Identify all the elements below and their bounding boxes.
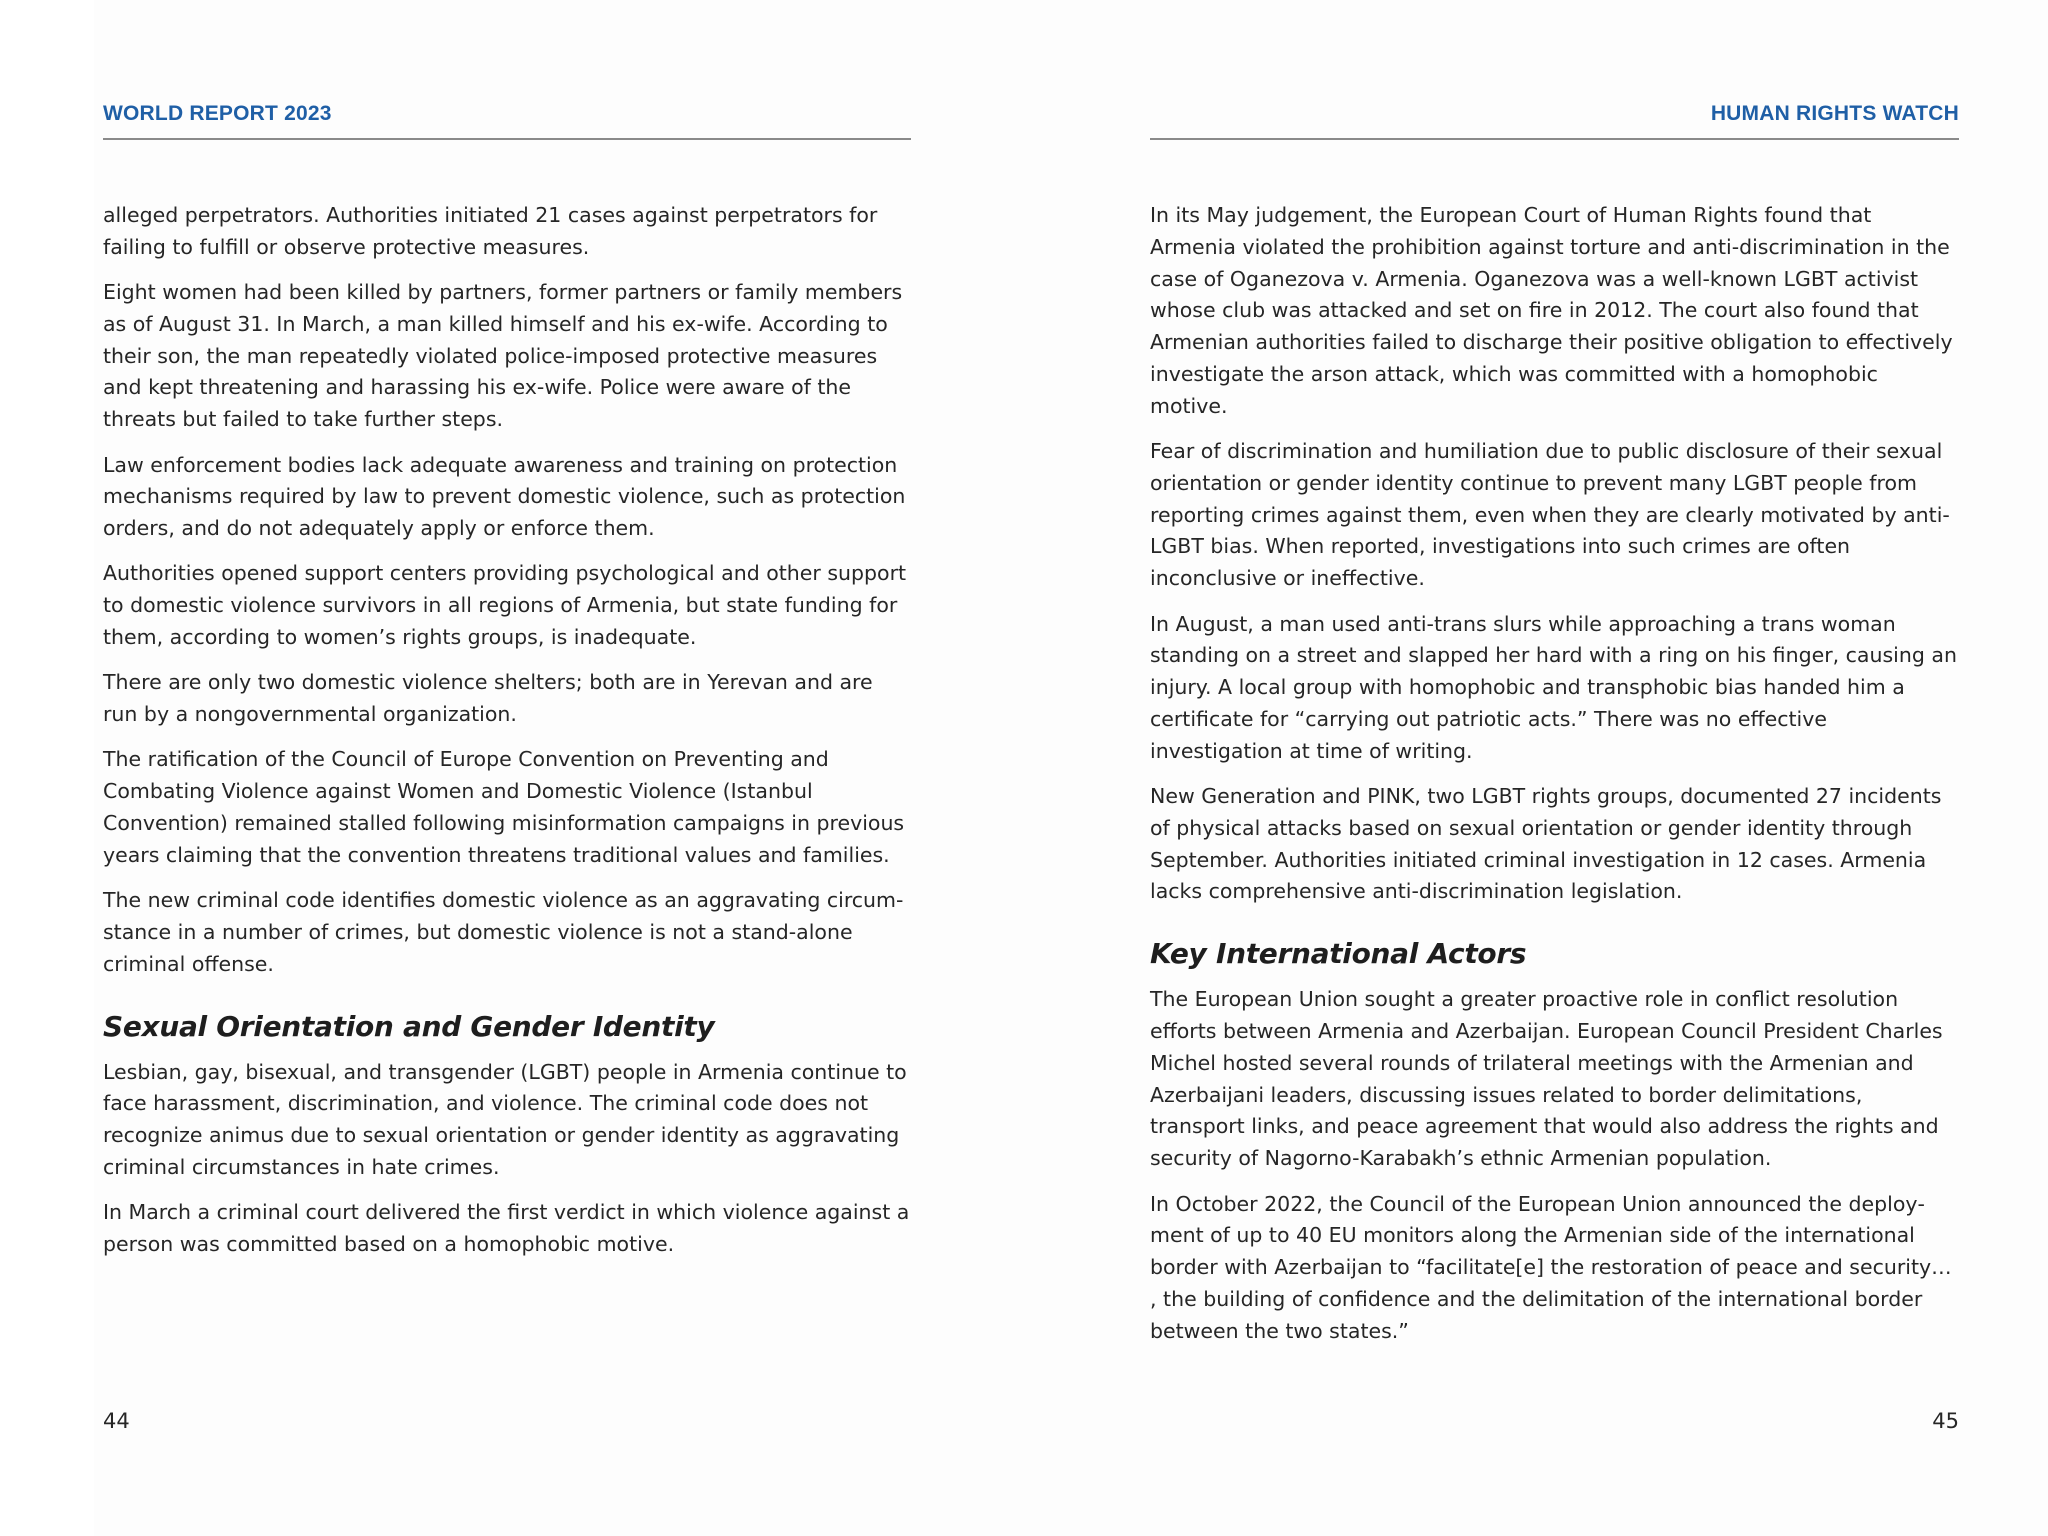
page-number-left: 44 — [103, 1409, 130, 1433]
section-heading: Key International Actors — [1150, 937, 1527, 971]
paragraph: The new criminal code identifies domestic violence as an aggravating circumstance in a number of crimes, but domestic violence is not a stand-alone criminal offense. — [103, 888, 904, 976]
paragraph: Lesbian, gay, bisexual, and transgender (LGBT) people in Armenia continue to face harassment, discrimination, and violence. The criminal code does not recognize animus due to sexual orientation or gender identity as aggravating criminal circumstances in hate crimes. — [103, 1059, 907, 1179]
paragraph: New Generation and PINK, two LGBT rights groups, documented 27 incidents of physical attacks based on sexual orientation or gender identity through September. Authorities initiated criminal investigation in 12 cases. Armenia lacks comprehensive anti-discrimination legislation. — [1150, 784, 1942, 904]
right-page — [1150, 0, 1959, 1536]
section-heading: Sexual Orientation and Gender Identity — [103, 1009, 715, 1043]
left-page-body — [103, 200, 911, 1274]
paragraph: Authorities opened support centers providing psychological and other support to domestic violence survivors in all regions of Armenia, but state funding for them, according to women’s rights groups, is inadequate. — [103, 561, 907, 650]
paragraph: Fear of discrimination and humiliation due to public disclosure of their sexual orientation or gender identity continue to prevent many LGBT people from reporting crimes against them, even when they are clearly motivated by anti-LGBT bias. When reported, investigations into such crimes are often inconclusive or ineffective. — [1150, 439, 1950, 591]
paragraph: alleged perpetrators. Authorities initiated 21 cases against perpetrators for failing to fulfill or observe protective measures. — [103, 203, 878, 259]
right-page-body — [1150, 200, 1959, 1361]
paragraph: Eight women had been killed by partners, former partners or family members as of August 31. In March, a man killed himself and his ex-wife. According to their son, the man repeatedly violated police-imposed protective measures and kept threatening and harassing his ex-wife. Police were aware of the threats but failed to take further steps. — [103, 280, 903, 432]
paragraph: The European Union sought a greater proactive role in conflict resolution efforts between Armenia and Azerbaijan. European Council President Charles Michel hosted several rounds of trilateral meetings with the Armenian and Azerbaijani leaders, discussing issues related to border delimitations, transport links, and peace agreement that would also address the rights and security of Nagorno-Karabakh’s ethnic Armenian population. — [1150, 987, 1943, 1171]
paragraph: In its May judgement, the European Court of Human Rights found that Armenia violated the prohibition against torture and anti-discrimination in the case of Oganezova v. Armenia. Oganezova was a well-known LGBT activist whose club was attacked and set on fire in 2012. The court also found that Armenian authorities failed to discharge their positive obligation to effectively investigate the arson attack, which was committed with a homophobic motive. — [1150, 203, 1953, 418]
paragraph: In March a criminal court delivered the first verdict in which violence against a person was committed based on a homophobic motive. — [103, 1200, 910, 1257]
paragraph: In August, a man used anti-trans slurs while approaching a trans woman standing on a street and slapped her hard with a ring on his finger, causing an injury. A local group with homophobic and transphobic bias handed him a certificate for “carrying out patriotic acts.” There was no effective investigation at time of writing. — [1150, 611, 1957, 763]
paragraph: The ratification of the Council of Europe Convention on Preventing and Combating Violence against Women and Domestic Violence (Istanbul Convention) remained stalled following misinformation campaigns in previous years claiming that the convention threatens traditional values and families. — [103, 747, 905, 867]
running-head-title: WORLD REPORT 2023 — [103, 102, 332, 125]
paragraph: There are only two domestic violence shelters; both are in Yerevan and are run by a nongovernmental organization. — [103, 670, 873, 727]
left-page — [103, 0, 911, 1536]
paragraph: In October 2022, the Council of the European Union announced the deployment of up to 40 EU monitors along the Armenian side of the international border with Azerbaijan to “facilitate[e] the restoration of peace and security… , the building of confidence and the delimitation of the international border between the two states.” — [1150, 1191, 1952, 1343]
page-number-right: 45 — [1932, 1409, 1959, 1433]
running-head-title: HUMAN RIGHTS WATCH — [1710, 102, 1959, 125]
paragraph: Law enforcement bodies lack adequate awareness and training on protection mechanisms required by law to prevent domestic violence, such as protection orders, and do not adequately apply or enforce them. — [103, 452, 906, 541]
running-head-right — [1150, 98, 1959, 140]
running-head-left — [103, 98, 911, 140]
